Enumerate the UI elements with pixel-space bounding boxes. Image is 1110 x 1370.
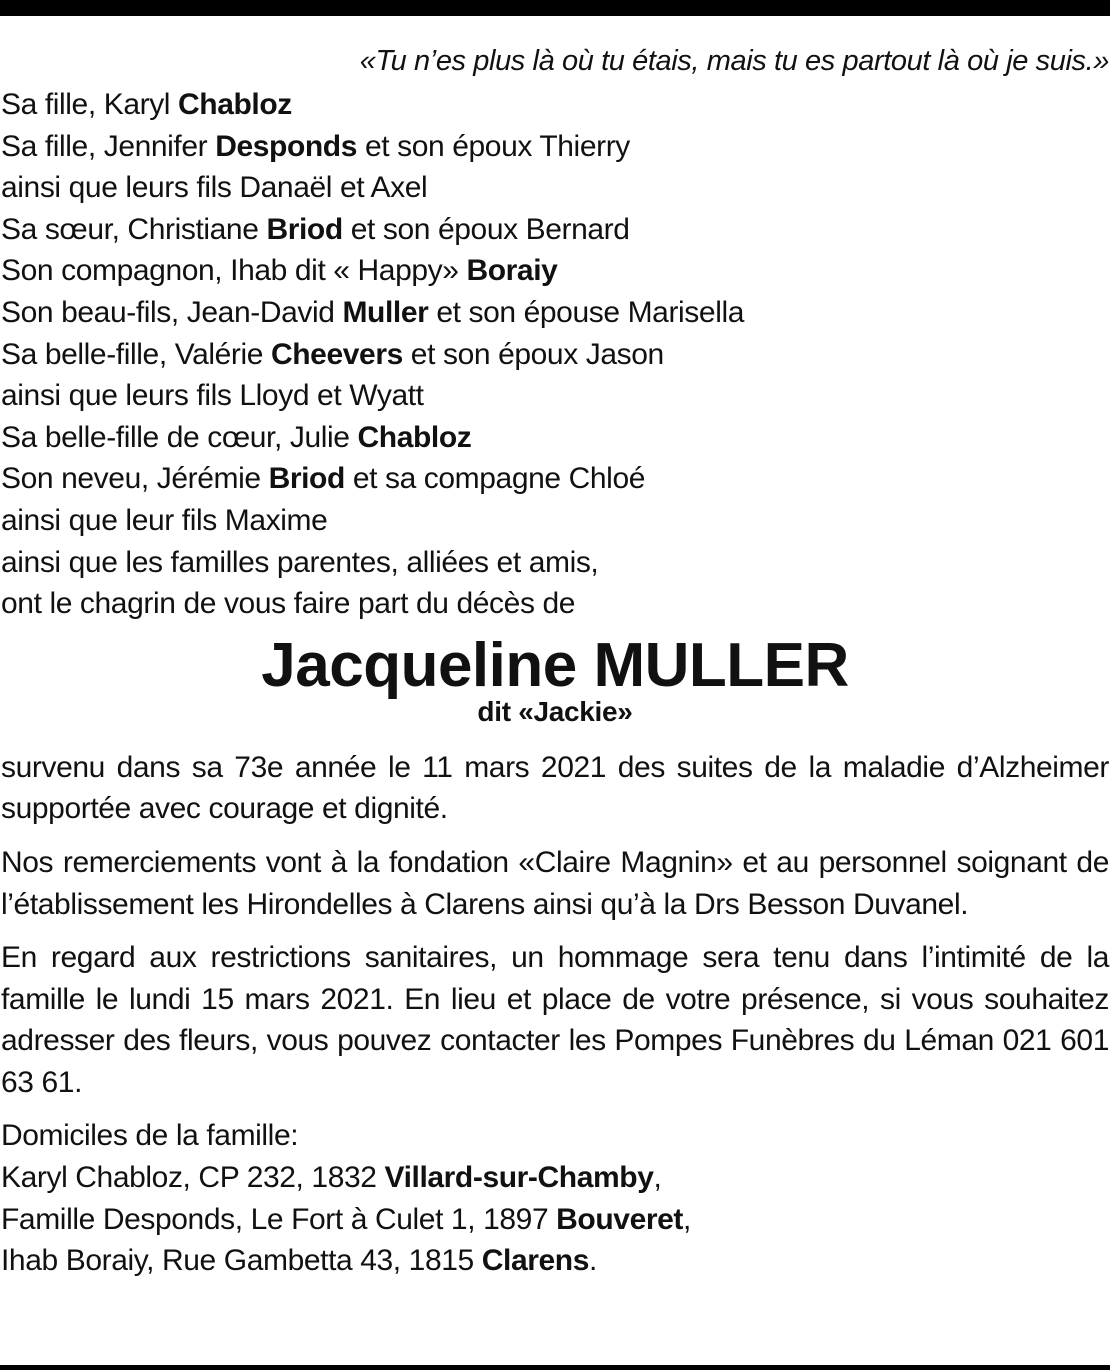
top-rule	[0, 0, 1110, 16]
domiciles-heading: Domiciles de la famille:	[1, 1119, 299, 1153]
bottom-rule	[0, 1365, 1110, 1370]
obituary-notice	[1, 38, 1109, 1282]
family-line-text: Sa fille, Karyl	[1, 88, 178, 121]
family-line	[1, 458, 1109, 500]
family-line	[1, 167, 1109, 209]
family-line-text: Sa belle-fille, Valérie	[1, 337, 271, 371]
domicile-address	[1, 1157, 1109, 1199]
family-line-text: Sa sœur, Christiane	[1, 212, 267, 246]
address-punctuation: ,	[683, 1202, 691, 1236]
family-line	[1, 542, 1109, 584]
family-surname: Chabloz	[357, 420, 472, 454]
address-punctuation: .	[589, 1244, 597, 1278]
domicile-address	[1, 1240, 1109, 1282]
address-punctuation: ,	[653, 1161, 662, 1195]
family-line-text: ainsi que les familles parentes, alliées et amis,	[1, 545, 599, 579]
family-line-text: ont le chagrin de vous faire part du décès de	[1, 587, 576, 621]
family-line	[1, 209, 1109, 251]
family-line	[1, 375, 1109, 417]
family-surname: Muller	[342, 295, 429, 329]
family-line-text: Son beau-fils, Jean-David	[1, 295, 343, 329]
family-domiciles	[1, 1115, 1109, 1281]
thanks-paragraph: Nos remerciements vont à la fondation «Claire Magnin» et au personnel soignant de l’établissement les Hirondelles à Clarens ainsi qu’à la Drs Besson Duvanel.	[1, 845, 1109, 921]
family-line	[1, 500, 1109, 542]
announcement-paragraph: survenu dans sa 73e année le 11 mars 2021 des suites de la maladie d’Alzheimer supportée avec courage et dignité.	[1, 750, 1109, 826]
address-locality: Bouveret	[556, 1202, 684, 1236]
family-list	[1, 84, 1109, 625]
family-line	[1, 334, 1109, 376]
address-locality: Clarens	[481, 1244, 590, 1278]
domicile-address	[1, 1199, 1109, 1241]
address-text: Ihab Boraiy, Rue Gambetta 43, 1815	[1, 1244, 482, 1278]
family-line-suffix: et son époux Jason	[402, 337, 664, 371]
family-line	[1, 84, 1109, 126]
family-line-text: Son compagnon, Ihab dit « Happy»	[1, 254, 467, 288]
family-line-text: Sa belle-fille de cœur, Julie	[1, 420, 358, 454]
family-surname: Chabloz	[178, 88, 292, 121]
family-line-text: Sa fille, Jennifer	[1, 129, 216, 163]
family-line-suffix: et son époux Bernard	[342, 212, 630, 246]
ceremony-paragraph: En regard aux restrictions sanitaires, un hommage sera tenu dans l’intimité de la famille le lundi 15 mars 2021. En lieu et place de votre présence, si vous souhaitez adresser des fleurs, vous pouvez contacter les Pompes Funèbres du Léman 021 601 63 61.	[1, 941, 1109, 1099]
family-line	[1, 417, 1109, 459]
family-surname: Desponds	[215, 129, 358, 163]
family-line-suffix: et son épouse Marisella	[428, 295, 745, 329]
epigraph-quote: «Tu n’es plus là où tu étais, mais tu es partout là où je suis.»	[359, 45, 1109, 77]
family-surname: Cheevers	[270, 337, 403, 371]
family-line	[1, 583, 1109, 625]
family-line	[1, 292, 1109, 334]
family-line-suffix: et sa compagne Chloé	[344, 462, 646, 496]
deceased-nickname: dit «Jackie»	[477, 695, 633, 727]
deceased-name: Jacqueline MULLER	[261, 630, 849, 700]
family-line	[1, 126, 1109, 168]
address-text: Karyl Chabloz, CP 232, 1832	[1, 1161, 385, 1195]
family-line-text: ainsi que leur fils Maxime	[1, 503, 328, 537]
family-line-text: ainsi que leurs fils Danaël et Axel	[1, 171, 428, 205]
family-surname: Boraiy	[466, 254, 558, 288]
family-line-text: Son neveu, Jérémie	[1, 462, 269, 496]
family-surname: Briod	[268, 462, 345, 496]
family-line-text: ainsi que leurs fils Lloyd et Wyatt	[1, 379, 424, 413]
address-locality: Villard-sur-Chamby	[384, 1161, 654, 1195]
address-text: Famille Desponds, Le Fort à Culet 1, 1897	[1, 1202, 557, 1236]
family-line	[1, 250, 1109, 292]
family-line-suffix: et son époux Thierry	[357, 129, 630, 163]
family-surname: Briod	[266, 212, 343, 246]
